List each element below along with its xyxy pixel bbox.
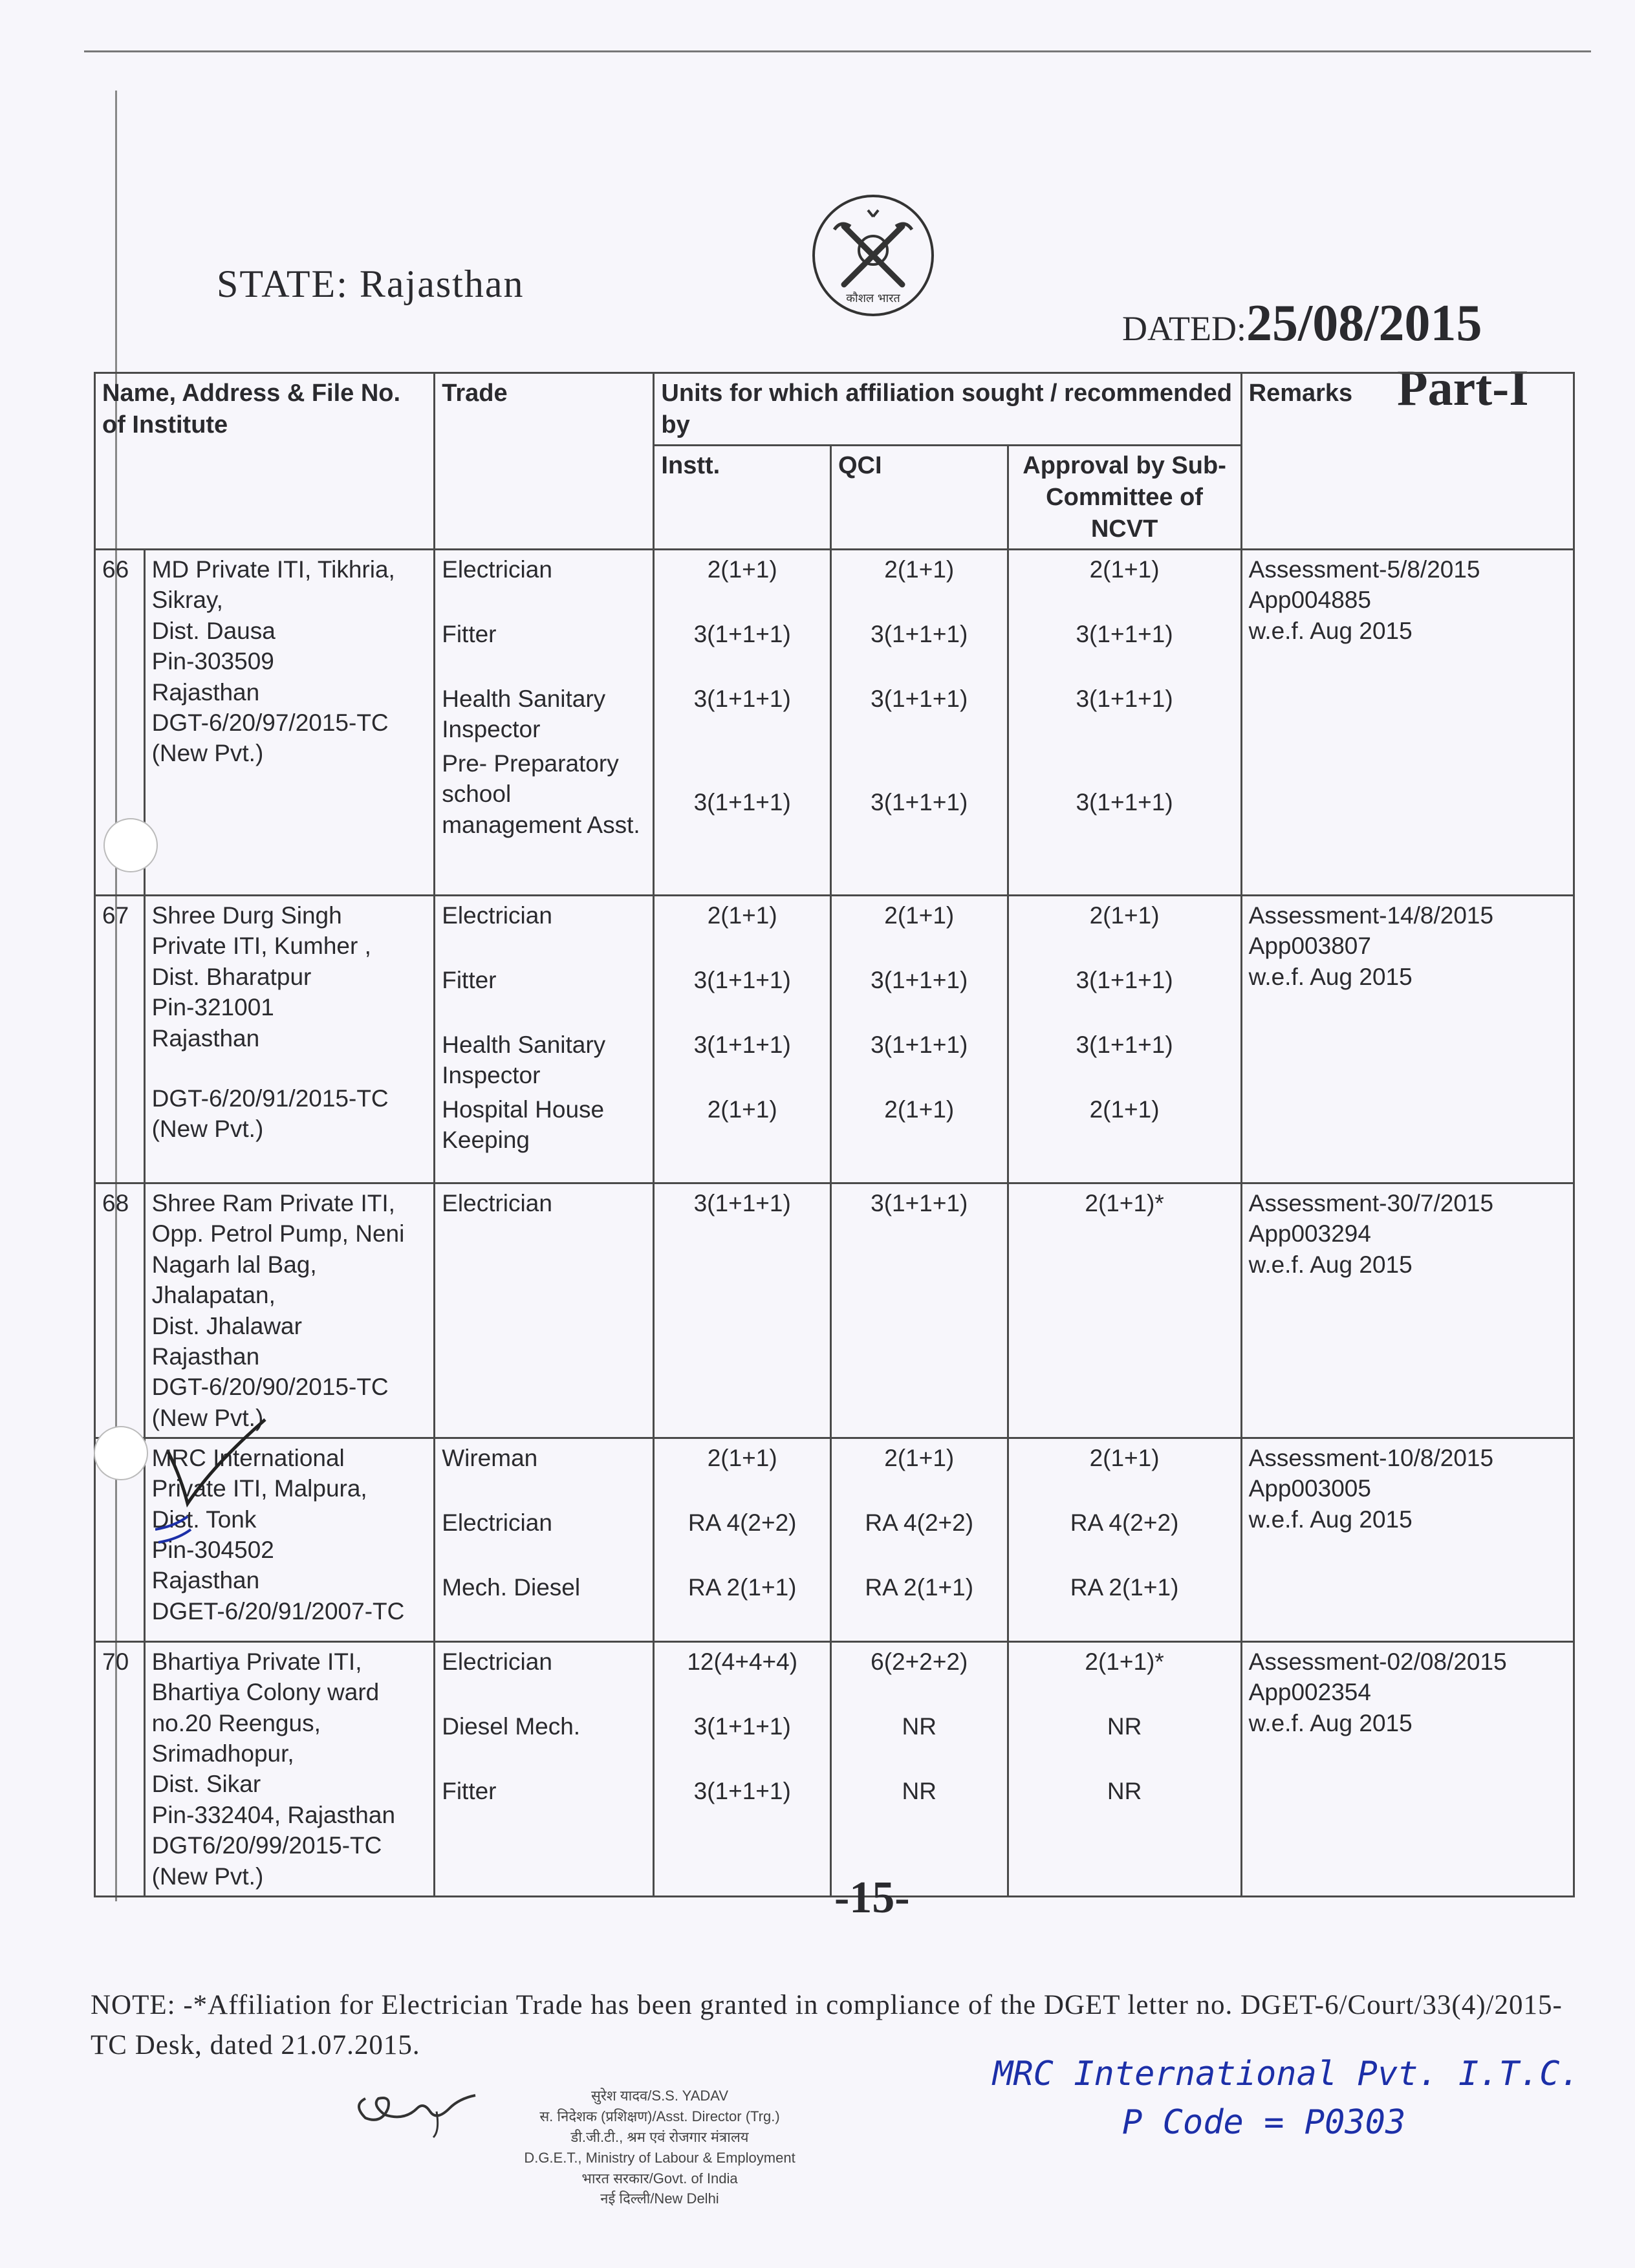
remarks-line: Assessment-5/8/2015 <box>1248 556 1480 583</box>
qci-value: 3(1+1+1) <box>871 789 968 816</box>
institute-line: DGT-6/20/97/2015-TC <box>151 709 389 736</box>
approval-value: RA 2(1+1) <box>1070 1574 1179 1601</box>
institute-line: Pin-321001 <box>151 994 274 1021</box>
trade-item: Health Sanitary Inspector <box>442 686 606 743</box>
stamp-line: भारत सरकार/Govt. of India <box>581 2170 738 2187</box>
approval-value: 2(1+1) <box>1089 902 1160 929</box>
approval-value: 3(1+1+1) <box>1076 967 1173 994</box>
stamp-line: सुरेश यादव/S.S. YADAV <box>590 2088 729 2104</box>
remarks-line: Assessment-02/08/2015 <box>1248 1648 1507 1675</box>
institute-line: Srimadhopur, <box>151 1740 294 1767</box>
remarks-line: w.e.f. Aug 2015 <box>1248 963 1413 990</box>
approval-value: 2(1+1) <box>1089 1096 1160 1123</box>
remarks-line: w.e.f. Aug 2015 <box>1248 1506 1413 1533</box>
dated-value: 25/08/2015 <box>1246 295 1482 352</box>
instt-value: 3(1+1+1) <box>693 1031 791 1059</box>
footnote: NOTE: -*Affiliation for Electrician Trade has been granted in compliance of the DGET letter no. DGET-6/Court/33(4)/2015-TC Desk, dated 21.07.2015. <box>91 1990 1563 2061</box>
qci-value: RA 2(1+1) <box>865 1574 974 1601</box>
institute-line: Opp. Petrol Pump, Neni <box>151 1220 405 1247</box>
page-number: -15- <box>834 1873 910 1923</box>
institute-line: Rajasthan <box>151 1343 260 1370</box>
dated-label: DATED: <box>1122 309 1246 348</box>
approval-value: 2(1+1)* <box>1085 1190 1164 1217</box>
trade-cell <box>435 1438 654 1642</box>
institute-line: MRC International <box>151 1445 345 1471</box>
approval-value: 2(1+1)* <box>1085 1648 1164 1675</box>
handwritten-note <box>993 2050 1580 2148</box>
remarks-line: w.e.f. Aug 2015 <box>1248 1251 1413 1278</box>
header-row <box>95 373 1574 446</box>
trade-item: Electrician <box>442 556 552 583</box>
institute-line: Nagarh lal Bag, <box>151 1251 317 1278</box>
header-institute: Name, Address & File No. of Institute <box>95 373 435 550</box>
trade-item: Fitter <box>442 621 497 648</box>
tick-mark-icon <box>155 1413 323 1575</box>
instt-value: 2(1+1) <box>707 902 777 929</box>
handwritten-line-2: P Code = P0303 <box>1122 2103 1406 2143</box>
remarks-cell <box>1241 896 1574 1183</box>
remarks-line: App003807 <box>1248 933 1371 960</box>
stamp-line: डी.जी.टी., श्रम एवं रोजगार मंत्रालय <box>570 2128 749 2145</box>
instt-value: 2(1+1) <box>707 556 777 583</box>
instt-value: RA 2(1+1) <box>688 1574 797 1601</box>
state-value: Rajasthan <box>359 263 525 305</box>
table-row <box>95 550 1574 896</box>
qci-value: 3(1+1+1) <box>871 967 968 994</box>
state-heading <box>217 262 524 307</box>
institute-line: Dist. Dausa <box>151 617 276 644</box>
instt-value: RA 4(2+2) <box>688 1509 797 1536</box>
table-row <box>95 1642 1574 1897</box>
approval-cell <box>1008 550 1241 896</box>
institute-line: Pin-332404, Rajasthan <box>151 1801 396 1828</box>
trade-item: Electrician <box>442 1190 552 1217</box>
header-remarks: Remarks <box>1241 373 1574 550</box>
instt-value: 3(1+1+1) <box>693 1190 791 1217</box>
state-label: STATE: <box>217 263 349 305</box>
approval-value: 3(1+1+1) <box>1076 789 1173 816</box>
qci-value: 3(1+1+1) <box>871 1031 968 1059</box>
remarks-cell <box>1241 550 1574 896</box>
header-qci: QCI <box>830 446 1008 550</box>
remarks-line: App003294 <box>1248 1220 1371 1247</box>
institute-line: DGT6/20/99/2015-TC <box>151 1832 382 1859</box>
trade-item: Electrician <box>442 1648 552 1675</box>
institute-line: Private ITI, Malpura, <box>151 1475 367 1502</box>
approval-value: NR <box>1107 1778 1142 1804</box>
approval-value: NR <box>1107 1713 1142 1740</box>
instt-cell <box>654 1438 831 1642</box>
approval-value: 3(1+1+1) <box>1076 621 1173 648</box>
table-row <box>95 896 1574 1183</box>
trade-item: Mech. Diesel <box>442 1574 581 1601</box>
trade-cell <box>435 1183 654 1438</box>
institute-cell <box>144 1642 435 1897</box>
institute-line: MD Private ITI, Tikhria, <box>151 556 395 583</box>
table-row <box>95 1183 1574 1438</box>
institute-line: (New Pvt.) <box>151 1404 264 1431</box>
trade-item: Health Sanitary Inspector <box>442 1031 606 1089</box>
qci-value: 3(1+1+1) <box>871 621 968 648</box>
institute-line: Pin-303509 <box>151 648 274 675</box>
approval-cell <box>1008 1183 1241 1438</box>
qci-cell <box>830 1438 1008 1642</box>
remarks-line: App003005 <box>1248 1475 1371 1502</box>
qci-cell <box>830 896 1008 1183</box>
trade-cell <box>435 1642 654 1897</box>
institute-line: Bhartiya Private ITI, <box>151 1648 362 1675</box>
instt-value: 3(1+1+1) <box>693 1713 791 1740</box>
remarks-line: w.e.f. Aug 2015 <box>1248 1709 1413 1736</box>
institute-line: Dist. Jhalawar <box>151 1312 302 1339</box>
approval-value: RA 4(2+2) <box>1070 1509 1179 1536</box>
remarks-cell <box>1241 1438 1574 1642</box>
qci-cell <box>830 1183 1008 1438</box>
institute-line: (New Pvt.) <box>151 1863 264 1890</box>
part-label: Part-I <box>1397 360 1529 416</box>
emblem-text: कौशल भारत <box>846 292 900 305</box>
affiliation-table <box>94 372 1575 1897</box>
institute-line: no.20 Reengus, <box>151 1709 321 1736</box>
top-rule <box>84 50 1591 52</box>
institute-line: Dist. Bharatpur <box>151 963 312 990</box>
header-instt: Instt. <box>654 446 831 550</box>
institute-line: Jhalapatan, <box>151 1282 276 1309</box>
qci-cell <box>830 1642 1008 1897</box>
qci-value: 2(1+1) <box>884 1445 955 1471</box>
remarks-line: App004885 <box>1248 587 1371 614</box>
qci-value: RA 4(2+2) <box>865 1509 974 1536</box>
instt-value: 3(1+1+1) <box>693 1778 791 1804</box>
institute-line: Shree Durg Singh <box>151 902 342 929</box>
trade-item: Electrician <box>442 902 552 929</box>
approval-value: 2(1+1) <box>1089 1445 1160 1471</box>
institute-line: (New Pvt.) <box>151 1116 264 1143</box>
qci-value: 2(1+1) <box>884 902 955 929</box>
institute-line <box>152 1053 428 1083</box>
date-heading <box>1122 294 1482 353</box>
punch-hole <box>94 1426 148 1480</box>
instt-cell <box>654 550 831 896</box>
institute-cell <box>144 1183 435 1438</box>
trade-item: Wireman <box>442 1445 538 1471</box>
trade-cell <box>435 896 654 1183</box>
row-number: 68 <box>95 1183 145 1438</box>
remarks-line: Assessment-10/8/2015 <box>1248 1445 1494 1471</box>
approval-cell <box>1008 1438 1241 1642</box>
punch-hole <box>103 818 158 872</box>
institute-line: Shree Ram Private ITI, <box>151 1190 395 1217</box>
trade-item: Fitter <box>442 967 497 994</box>
qci-value: 3(1+1+1) <box>871 686 968 713</box>
institute-line: Dist. Sikar <box>151 1771 261 1798</box>
qci-value: NR <box>902 1778 937 1804</box>
institute-line: Rajasthan <box>151 1024 260 1052</box>
trade-item: Fitter <box>442 1778 497 1804</box>
institute-line: Private ITI, Kumher , <box>151 933 371 960</box>
trade-item: Electrician <box>442 1509 552 1536</box>
qci-value: 2(1+1) <box>884 1096 955 1123</box>
trade-cell <box>435 550 654 896</box>
header-approval: Approval by Sub-Committee of NCVT <box>1008 446 1241 550</box>
instt-cell <box>654 1183 831 1438</box>
qci-value: 2(1+1) <box>884 556 955 583</box>
remarks-line: Assessment-30/7/2015 <box>1248 1190 1494 1217</box>
approval-value: 3(1+1+1) <box>1076 686 1173 713</box>
institute-line: (New Pvt.) <box>151 740 264 767</box>
handwritten-line-1: MRC International Pvt. I.T.C. <box>993 2055 1580 2093</box>
header-units: Units for which affiliation sought / recommended by <box>654 373 1241 446</box>
stamp-line: D.G.E.T., Ministry of Labour & Employment <box>524 2149 796 2166</box>
institute-line: Sikray, <box>151 587 223 614</box>
row-number: 67 <box>95 896 145 1183</box>
remarks-cell <box>1241 1183 1574 1438</box>
official-stamp <box>459 2086 860 2209</box>
approval-value: 3(1+1+1) <box>1076 1031 1173 1059</box>
qci-value: 3(1+1+1) <box>871 1190 968 1217</box>
instt-cell <box>654 1642 831 1897</box>
instt-value: 3(1+1+1) <box>693 621 791 648</box>
row-number: 66 <box>95 550 145 896</box>
institute-line: Bhartiya Colony ward <box>151 1679 380 1706</box>
institute-cell <box>144 550 435 896</box>
approval-cell <box>1008 896 1241 1183</box>
trade-item: Pre- Preparatory school management Asst. <box>442 750 640 838</box>
trade-item: Diesel Mech. <box>442 1713 581 1740</box>
instt-value: 2(1+1) <box>707 1445 777 1471</box>
remarks-line: Assessment-14/8/2015 <box>1248 902 1494 929</box>
instt-value: 3(1+1+1) <box>693 789 791 816</box>
instt-value: 12(4+4+4) <box>687 1648 798 1675</box>
approval-value: 2(1+1) <box>1089 556 1160 583</box>
institute-line: Dist. Tonk <box>151 1506 257 1533</box>
institute-line: Rajasthan <box>151 1567 260 1594</box>
qci-cell <box>830 550 1008 896</box>
remarks-line: App002354 <box>1248 1679 1371 1706</box>
institute-line: DGT-6/20/90/2015-TC <box>151 1374 389 1401</box>
institute-line: DGET-6/20/91/2007-TC <box>151 1597 405 1625</box>
instt-value: 3(1+1+1) <box>693 686 791 713</box>
institute-cell <box>144 896 435 1183</box>
institute-line: Pin-304502 <box>151 1537 274 1564</box>
row-number: 70 <box>95 1642 145 1897</box>
skill-india-emblem-icon <box>808 191 938 320</box>
instt-value: 3(1+1+1) <box>693 967 791 994</box>
stamp-line: नई दिल्ली/New Delhi <box>600 2190 719 2207</box>
qci-value: 6(2+2+2) <box>871 1648 968 1675</box>
instt-value: 2(1+1) <box>707 1096 777 1123</box>
institute-line: Rajasthan <box>151 678 260 706</box>
header-trade: Trade <box>435 373 654 550</box>
remarks-line: w.e.f. Aug 2015 <box>1248 617 1413 644</box>
instt-cell <box>654 896 831 1183</box>
remarks-cell <box>1241 1642 1574 1897</box>
approval-cell <box>1008 1642 1241 1897</box>
stamp-line: स. निदेशक (प्रशिक्षण)/Asst. Director (Trg.) <box>539 2108 780 2124</box>
qci-value: NR <box>902 1713 937 1740</box>
trade-item: Hospital House Keeping <box>442 1096 605 1154</box>
institute-line: DGT-6/20/91/2015-TC <box>151 1085 389 1112</box>
